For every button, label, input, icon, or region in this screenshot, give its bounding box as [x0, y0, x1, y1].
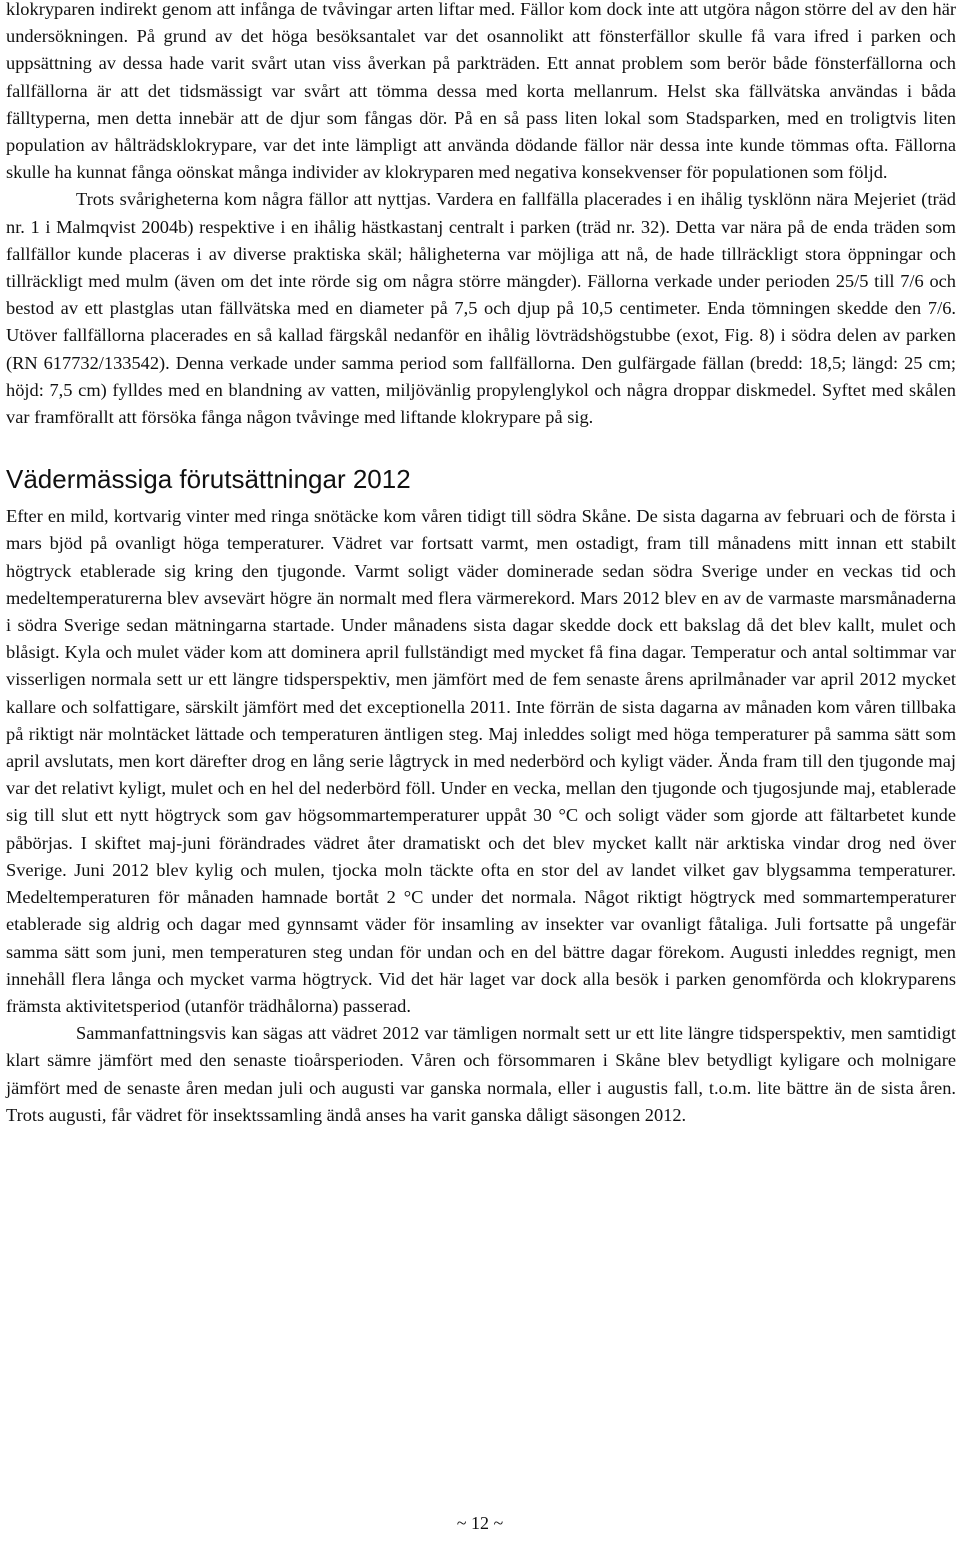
body-paragraph-summary: Sammanfattningsvis kan sägas att vädret 2012 var tämligen normalt sett ur ett lite längre tidsperspektiv, men samtidigt klart sämre jämfört med den senaste tioårsperioden. Våren och försommaren i Skåne blev betydligt kyligare och molnigare jämfört med de senaste åren medan juli och augusti var ganska normala, eller i augustis fall, t.o.m. lite bättre än de sista åren. Trots augusti, får vädret för insektssamling ändå anses ha varit ganska dåligt säsongen 2012. — [6, 1023, 956, 1125]
body-paragraph-weather: Efter en mild, kortvarig vinter med ringa snötäcke kom våren tidigt till södra Skåne. De sista dagarna av februari och de första i mars bjöd på ovanligt höga temperaturer. Vädret var fortsatt varmt, men ostadigt, fram till månadens mitt innan ett stabilt högtryck etablerade sig kring den tjugonde. Varmt soligt väder dominerade sedan södra Sverige under en veckas tid och medeltemperaturerna blev avsevärt högre än normalt med flera värmerekord. Mars 2012 blev en av de varmaste marsmånaderna i södra Sverige sedan mätningarna startade. Under månadens sista dagar skedde dock ett bakslag då det blev kallt, mulet och blåsigt. Kyla och mulet väder kom att dominera april fullständigt med mycket få fina dagar. Temperatur och antal soltimmar var visserligen normala sett ur ett längre tidsperspektiv, men jämfört med de fem senaste årens aprilmånader var april 2012 mycket kallare och solfattigare, särskilt jämfört med det exceptionella 2011. Inte förrän de sista dagarna av månaden kom våren tillbaka på riktigt när molntäcket lättade och temperaturen äntligen steg. Maj inleddes soligt med höga temperaturer på samma sätt som april avslutats, men kort därefter drog en lång serie lågtryck in med nederbörd och kyligt väder. Ända fram till den tjugonde maj var det relativt kyligt, mulet och en hel del nederbörd föll. Under en vecka, mellan den tjugonde och tjugosjunde maj, etablerade sig till slut ett nytt högtryck som gav högsommartemperaturer uppåt 30 °C och soligt väder som gjorde att fältarbetet kunde påbörjas. I skiftet maj-juni förändrades vädret åter dramatiskt och det blev mycket kallt när arktiska vindar drog ned över Sverige. Juni 2012 blev kylig och mulen, tjocka moln täckte ofta en stor del av landet vilket gav blygsamma temperaturer. Medeltemperaturen för månaden hamnade bortåt 2 °C under det normala. Något riktigt högtryck med sommartemperaturer etablerade sig aldrig och dagar med gynnsamt väder för insamling av insekter var ovanligt fåtaliga. Juli fortsatte på ungefär samma sätt som juni, men temperaturen steg undan för undan och en del bättre dagar förekom. Augusti inleddes regnigt, men innehåll flera långa och mycket varma högtryck. Vid det här laget var dock alla besök i parken genomförda och klokryparens främsta aktivitetsperiod (utanför trädhålorna) passerad. — [6, 506, 956, 1016]
document-page — [6, 0, 956, 1129]
page-number: ~ 12 ~ — [456, 1513, 504, 1533]
body-paragraph-traps: klokryparen indirekt genom att infånga de tvåvingar arten liftar med. Fällor kom dock inte att utgöra någon större del av den här undersökningen. På grund av det höga besöksantalet var det osannolikt att fönsterfällor skulle få vara ifred i parken och uppsättning av dessa hade varit svårt utan viss åverkan på parkträden. Ett annat problem som berör både fönsterfällorna och fallfällorna är att det tidsmässigt var svårt att tömma dessa med korta mellanrum. Helst ska fällvätska användas i båda fälltyperna, men detta innebär att de djur som fångas dör. På en så pass liten lokal som Stadsparken, med en troligtvis liten population av hålträdsklokrypare, var det inte lämpligt att använda dödande fällor när dessa inte kunde tömmas ofta. Fällorna skulle ha kunnat fånga oönskat många individer av klokryparen med negativa konsekvenser för populationen som följd. — [6, 0, 956, 183]
body-paragraph-trap-placement: Trots svårigheterna kom några fällor att nyttjas. Vardera en fallfälla placerades i en ihålig tysklönn nära Mejeriet (träd nr. 1 i Malmqvist 2004b) respektive i en ihålig hästkastanj centralt i parken (träd nr. 32). Detta var nära på de enda träden som fallfällor kunde placeras i av diverse praktiska skäl; håligheterna var möjliga att nå, de hade tillräckligt stora öppningar och tillräckligt med mulm (även om det inte rörde sig om några större mängder). Fällorna verkade under perioden 25/5 till 7/6 och bestod av ett plastglas utan fällvätska med en diameter på 7,5 och djup på 10,5 centimeter. Enda tömningen skedde den 7/6. Utöver fallfällorna placerades en så kallad färgskål nedanför en ihålig lövträdshögstubbe (exot, Fig. 8) i södra delen av parken (RN 617732/133542). Denna verkade under samma period som fallfällorna. Den gulfärgade fällan (bredd: 18,5; längd: 25 cm; höjd: 7,5 cm) fylldes med en blandning av vatten, miljövänlig propylenglykol och några droppar diskmedel. Syftet med skålen var framförallt att försöka fånga någon tvåvinge med liftande klokrypare på sig. — [6, 189, 956, 428]
section-heading-weather: Vädermässiga förutsättningar 2012 — [6, 464, 411, 495]
